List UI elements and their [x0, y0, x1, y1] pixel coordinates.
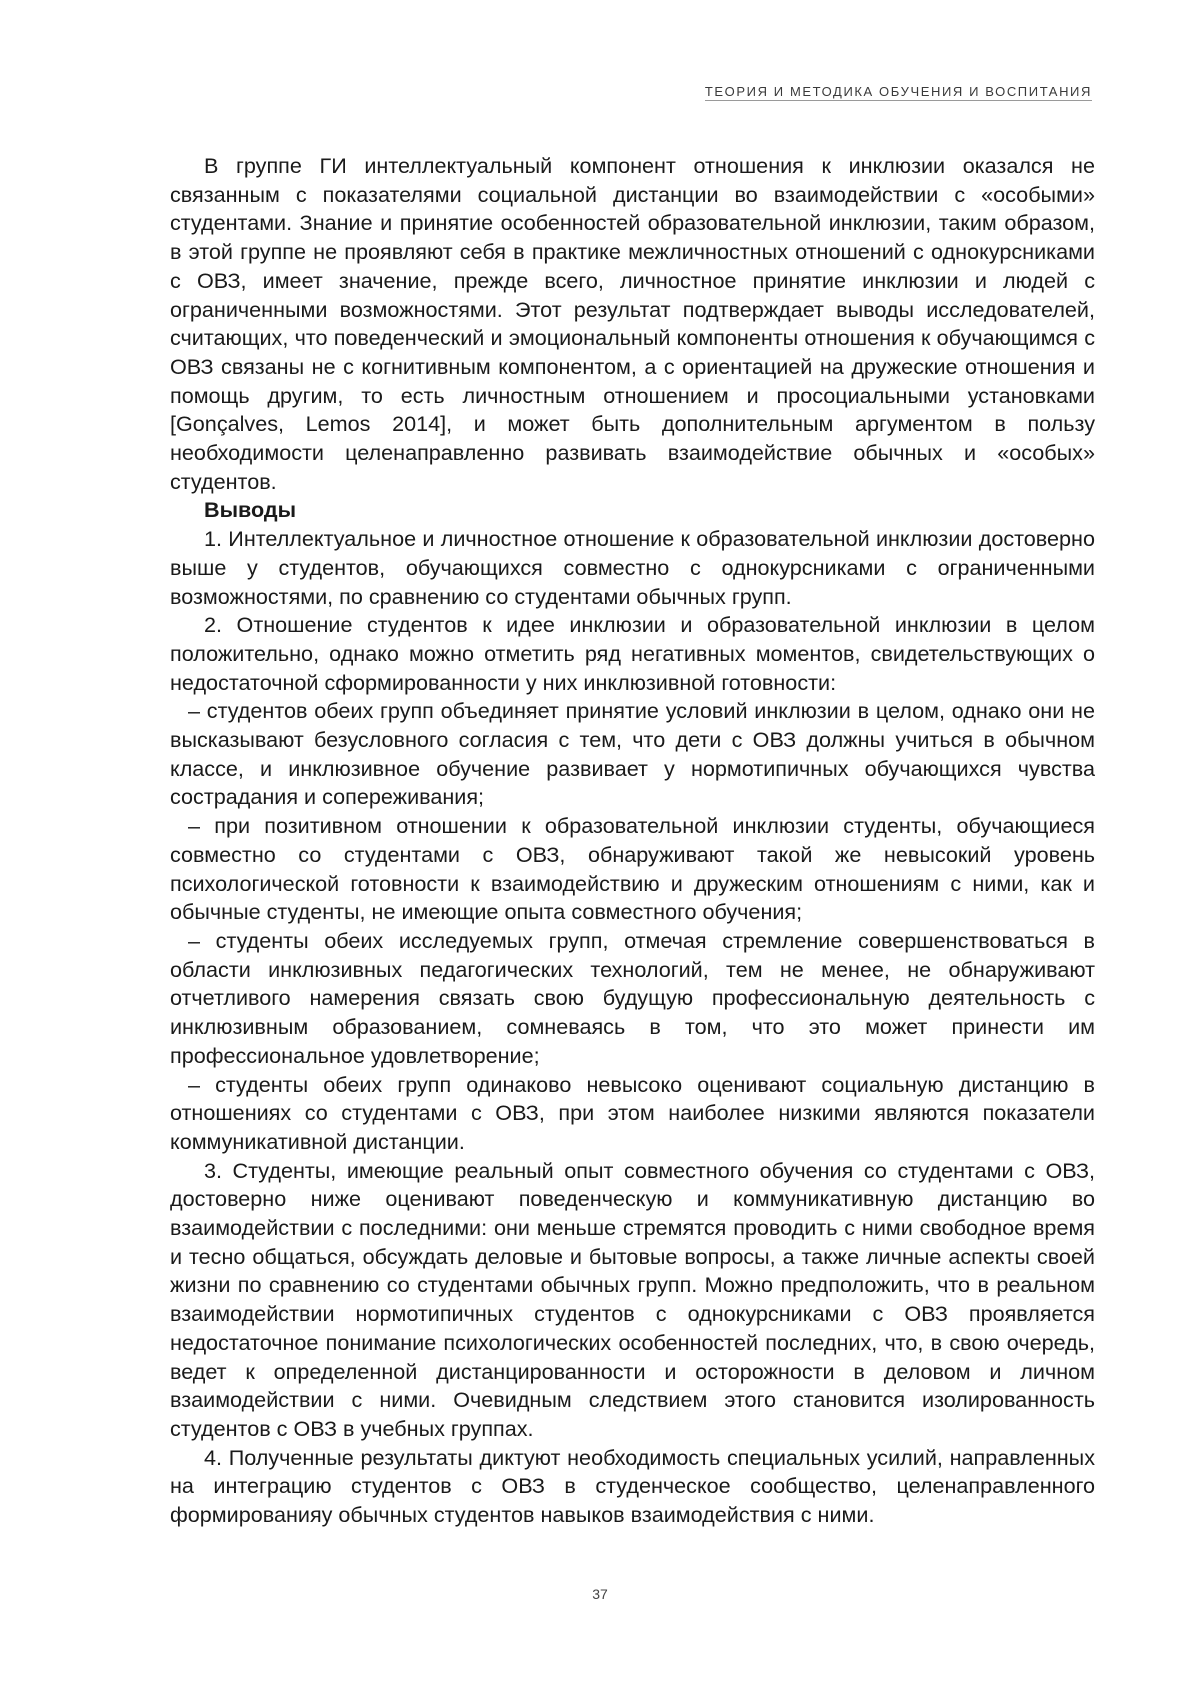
conclusion-3: 3. Студенты, имеющие реальный опыт совместного обучения со студентами с ОВЗ, достоверно ниже оценивают поведенческую и коммуникативную дистанцию во взаимодействии с последними: они меньше стремятся проводить с ними свободное время и тесно общаться, обсуждать деловые и бытовые вопросы, а также личные аспекты своей жизни по сравнению со студентами обычных групп. Можно предположить, что в реальном взаимодействии нормотипичных студентов с однокурсниками с ОВЗ проявляется недостаточное понимание психологических особенностей последних, что, в свою очередь, ведет к определенной дистанцированности и осторожности в деловом и личном взаимодействии с ними. Очевидным следствием этого становится изолированность студентов с ОВЗ в учебных группах.	[170, 1157, 1095, 1441]
page-number: 37	[592, 1586, 608, 1602]
dash-item-3: – студенты обеих исследуемых групп, отмечая стремление совершенствоваться в области инклюзивных педагогических технологий, тем не менее, не обнаруживают отчетливого намерения связать свою будущую профессиональную деятельность с инклюзивным образованием, сомневаясь в том, что это может принести им профессиональное удовлетворение;	[170, 927, 1095, 1068]
dash-item-1: – студентов обеих групп объединяет принятие условий инклюзии в целом, однако они не высказывают безусловного согласия с тем, что дети с ОВЗ должны учиться в обычном классе, и инклюзивное обучение развивает у нормотипичных обучающихся чувства сострадания и сопереживания;	[170, 698, 1095, 810]
conclusion-4: 4. Полученные результаты диктуют необходимость специальных усилий, направленных на интеграцию студентов с ОВЗ в студенческое сообщество, целенаправленного формированияу обычных студентов навыков взаимодействия с ними.	[170, 1444, 1095, 1528]
dash-item-4: – студенты обеих групп одинаково невысоко оценивают социальную дистанцию в отношениях со студентами с ОВЗ, при этом наиболее низкими являются показатели коммуникативной дистанции.	[170, 1071, 1095, 1154]
intro-paragraph: В группе ГИ интеллектуальный компонент отношения к инклюзии оказался не связанным с показателями социальной дистанции во взаимодействии с «особыми» студентами. Знание и принятие особенностей образовательной инклюзии, таким образом, в этой группе не проявляют себя в практике межличностных отношений с однокурсниками с ОВЗ, имеет значение, прежде всего, личностное принятие инклюзии и людей с ограниченными возможностями. Этот результат подтверждает выводы исследователей, считающих, что поведенческий и эмоциональный компоненты отношения к обучающимся с ОВЗ связаны не с когнитивным компонентом, а с ориентацией на дружеские отношения и помощь другим, то есть личностным отношением и просоциальными установками [Gonçalves, Lemos 2014], и может быть дополнительным аргументом в пользу необходимости целенаправленно развивать взаимодействие обычных и «особых» студентов.	[170, 153, 1095, 494]
running-header: ТЕОРИЯ И МЕТОДИКА ОБУЧЕНИЯ И ВОСПИТАНИЯ	[704, 84, 1092, 99]
conclusions-heading: Выводы	[204, 497, 297, 523]
dash-item-2: – при позитивном отношении к образовательной инклюзии студенты, обучающиеся совместно со студентами с ОВЗ, обнаруживают такой же невысокий уровень психологической готовности к взаимодействию и дружеским отношениям с ними, как и обычные студенты, не имеющие опыта совместного обучения;	[170, 813, 1095, 925]
conclusion-2: 2. Отношение студентов к идее инклюзии и образовательной инклюзии в целом положительно, однако можно отметить ряд негативных моментов, свидетельствующих о недостаточной сформированности у них инклюзивной готовности:	[170, 612, 1095, 695]
conclusion-1: 1. Интеллектуальное и личностное отношение к образовательной инклюзии достоверно выше у студентов, обучающихся совместно с однокурсниками с ограниченными возможностями, по сравнению со студентами обычных групп.	[170, 526, 1095, 609]
article-body	[170, 152, 1095, 1530]
